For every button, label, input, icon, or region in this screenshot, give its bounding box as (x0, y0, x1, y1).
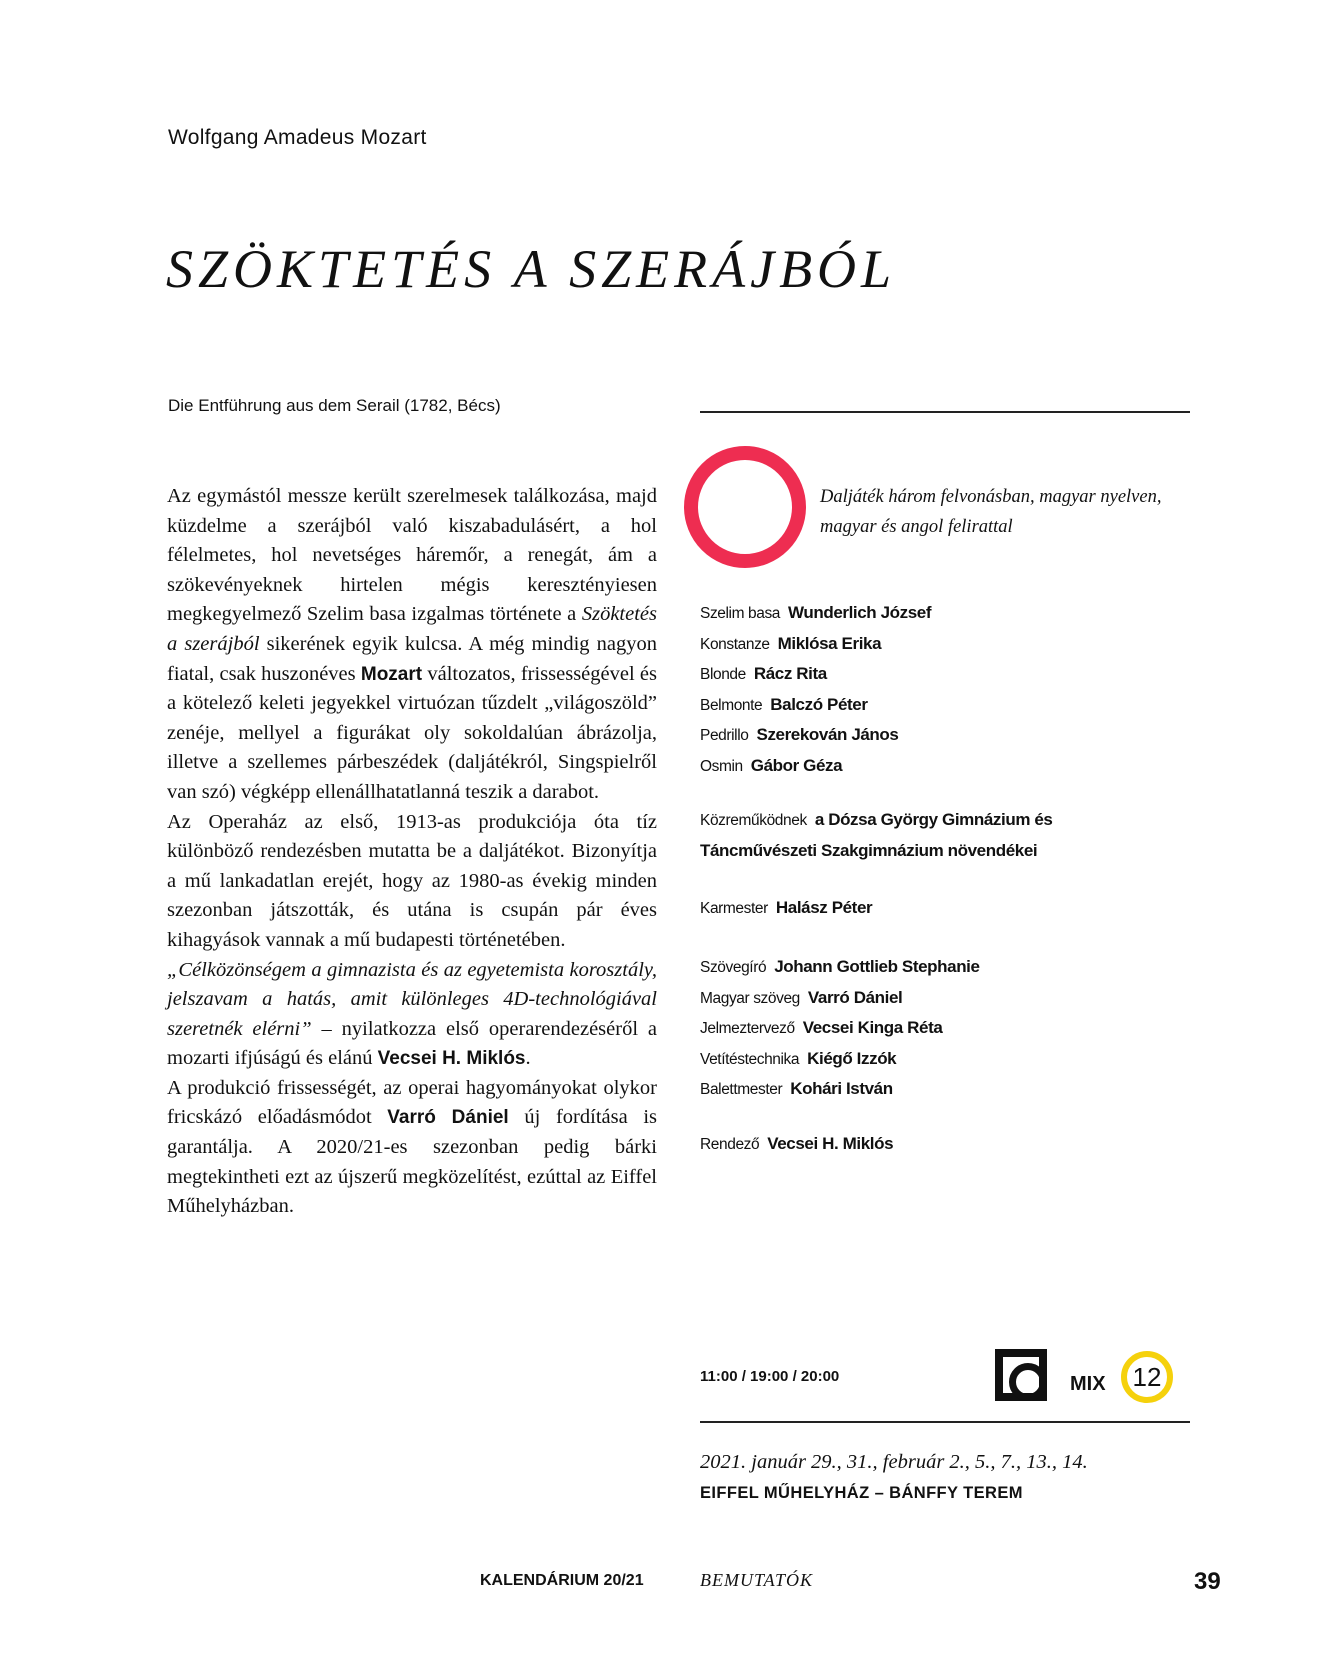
paragraph-1 (167, 482, 657, 808)
genre-description (820, 482, 1200, 542)
genre-line: magyar és angol felirattal (820, 517, 1013, 537)
team-role: Vetítéstechnika (700, 1050, 800, 1068)
chorus-name: a Dózsa György Gimnázium és (814, 810, 1053, 829)
text-run: változatos, frissességével és a kötelező keleti jegyekkel virtuózan tűzdelt „világoszöld” zenéje, mellyel a figurákat oly sokoldalúan ábrázolja, illetve a szellemes párbeszédek (daljátékról, Singspielről van szó) végképp ellenállhatatlanná teszik a darabot. (167, 662, 657, 803)
venue-logo-ring (1009, 1363, 1047, 1401)
cast-row (700, 629, 1220, 660)
cast-role: Szelim basa (700, 605, 781, 622)
bold-run: Varró Dániel (387, 1107, 509, 1129)
original-title: Die Entführung aus dem Serail (1782, Bécs) (168, 396, 501, 415)
team-role: Szövegíró (700, 959, 767, 976)
creative-team-list (700, 952, 1220, 1105)
team-row (700, 1013, 1220, 1044)
team-name: Vecsei Kinga Réta (802, 1018, 943, 1037)
text-run: . (525, 1047, 531, 1070)
chorus-role: Közreműködnek (700, 812, 807, 829)
text-run: sikerének egyik kulcsa. A még mindig nagyon fiatal, csak huszonéves (167, 632, 657, 685)
quote-run: „Célközönségem a gimnazista és az egyetemista korosztály, jelszavam a hatás, amit különleges 4D-technológiával szeretnék elérni” (167, 958, 657, 1040)
cast-row (700, 690, 1220, 721)
cast-row (700, 659, 1220, 690)
cast-name: Gábor Géza (750, 755, 843, 775)
italic-run: Szöktetés a szerájból (167, 603, 657, 655)
venue-name: EIFFEL MŰHELYHÁZ – BÁNFFY TEREM (700, 1484, 1023, 1502)
director-role: Rendező (700, 1136, 760, 1153)
conductor-name: Halász Péter (775, 898, 873, 917)
article-body (167, 482, 657, 1222)
team-role: Jelmeztervező (700, 1020, 795, 1037)
performance-times: 11:00 / 19:00 / 20:00 (700, 1368, 840, 1385)
conductor-credit (700, 893, 1220, 924)
team-row (700, 1074, 1220, 1105)
team-row (700, 952, 1220, 983)
paragraph-2: Az Operaház az első, 1913-as produkciója óta tíz különböző rendezésben mutatta be a daljátékot. Bizonyítja a mű lankadatlan erejét, hogy az 1980-as évekig minden szezonban játszották, és utána is csupán pár éves kihagyások vannak a mű budapesti történetében. (167, 810, 657, 951)
cast-role: Osmin (700, 757, 743, 775)
text-run: – nyilatkozza első operarendezéséről a mozarti ifjúságú és elánú (167, 1017, 658, 1070)
text-run: új fordítása is garantálja. A 2020/21-es szezonban pedig bárki megtekintheti ezt az újszerű megközelítést, ezúttal az Eiffel Műhelyházban. (167, 1106, 658, 1218)
chorus-name: Táncművészeti Szakgimnázium növendékei (700, 840, 1038, 860)
team-role: Balettmester (700, 1081, 783, 1098)
paragraph-3 (167, 956, 657, 1074)
cast-role: Belmonte (700, 696, 763, 714)
director-row (700, 1129, 1220, 1160)
page-number: 39 (1194, 1568, 1221, 1595)
team-row (700, 1044, 1220, 1075)
footer-publication: KALENDÁRIUM 20/21 (480, 1572, 644, 1589)
team-row (700, 983, 1220, 1014)
cast-row (700, 751, 1220, 782)
conductor-role: Karmester (700, 900, 768, 917)
bold-run: Mozart (360, 663, 423, 685)
director-name: Vecsei H. Miklós (767, 1134, 894, 1153)
text-run: Az egymástól messze került szerelmesek találkozása, majd küzdelme a szerájból való kiszabadulásért, a hol félelmetes, hol nevetséges háremőr, a renegát, ám a szökevényeknek hirtelen mégis keresztényiesen megkegyelmező Szelim basa izgalmas története a (167, 485, 657, 626)
footer-section: BEMUTATÓK (700, 1570, 814, 1590)
genre-line: Daljáték három felvonásban, magyar nyelven, (820, 487, 1162, 507)
team-name: Varró Dániel (807, 987, 903, 1007)
chorus-credit (700, 805, 1220, 866)
bold-run: Vecsei H. Miklós (377, 1048, 526, 1070)
team-name: Johann Gottlieb Stephanie (774, 957, 980, 976)
cast-role: Pedrillo (700, 727, 749, 744)
page-title: SZÖKTETÉS A SZERÁJBÓL (166, 239, 897, 299)
text-run: A produkció frissességét, az operai hagyományokat olykor fricskázó előadásmódot (167, 1076, 657, 1129)
venue-logo-icon (995, 1349, 1047, 1401)
cast-name: Szerekován János (756, 725, 899, 744)
chorus-row (700, 805, 1220, 836)
paragraph-4 (167, 1074, 657, 1222)
cast-name: Wunderlich József (788, 603, 932, 622)
cast-row (700, 720, 1220, 751)
divider-top (700, 411, 1190, 413)
performance-dates: 2021. január 29., 31., február 2., 5., 7., 13., 14. (700, 1451, 1088, 1473)
team-name: Kohári István (790, 1079, 893, 1098)
chorus-row (700, 836, 1220, 867)
team-role: Magyar szöveg (700, 989, 800, 1007)
conductor-row (700, 893, 1220, 924)
cast-list (700, 598, 1220, 781)
composer-name: Wolfgang Amadeus Mozart (168, 126, 427, 149)
ring-icon (684, 446, 806, 568)
director-credit (700, 1129, 1220, 1160)
divider-bottom (700, 1421, 1190, 1423)
team-name: Kiégő Izzók (807, 1048, 897, 1068)
age-rating-badge: 12 (1121, 1351, 1173, 1403)
cast-name: Rácz Rita (753, 664, 827, 683)
cast-role: Blonde (700, 666, 746, 683)
cast-row (700, 598, 1220, 629)
series-label: MIX (1070, 1373, 1106, 1395)
cast-role: Konstanze (700, 635, 770, 653)
cast-name: Miklósa Erika (777, 633, 882, 653)
cast-name: Balczó Péter (770, 694, 868, 714)
